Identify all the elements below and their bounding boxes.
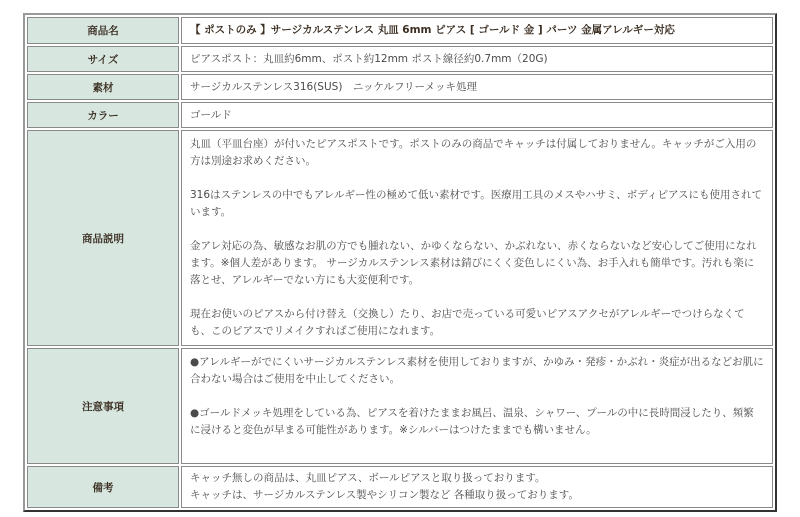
value-cautions — [181, 348, 773, 464]
label-description: 商品説明 — [27, 130, 179, 346]
label-remarks: 備考 — [27, 466, 179, 508]
remark-line: キャッチは、サージカルステンレス製やシリコン製など 各種取り扱っております。 — [190, 489, 579, 501]
remark-line: キャッチ無しの商品は、丸皿ピアス、ボールピアスと取り扱っております。 — [190, 472, 546, 484]
row-remarks — [27, 466, 773, 508]
value-remarks — [181, 466, 773, 508]
value-size: ピアスポスト：丸皿約6mm、ポスト約12mm ポスト線径約0.7mm（20G) — [181, 46, 773, 72]
value-description — [181, 130, 773, 346]
product-spec-table — [23, 13, 777, 512]
row-product-name — [27, 17, 773, 44]
description-paragraph: 丸皿（平皿台座）が付いたピアスポストです。ポストのみの商品でキャッチは付属しておりません。キャッチがご入用の方は別途お求めください。 — [190, 138, 757, 167]
caution-paragraph: ●アレルギーがでにくいサージカルステンレス素材を使用しておりますが、かゆみ・発疹・かぶれ・炎症が出るなどお肌に合わない場合はご使用を中止してください。 — [190, 356, 764, 385]
value-material: サージカルステンレス316(SUS) ニッケルフリーメッキ処理 — [181, 74, 773, 100]
value-color: ゴールド — [181, 102, 773, 128]
description-paragraph: 現在お使いのピアスから付け替え（交換し）たり、お店で売っている可愛いピアスアクセがアレルギーでつけらなくても、このピアスでリメイクすればご使用になれます。 — [190, 308, 745, 337]
row-description — [27, 130, 773, 346]
row-cautions — [27, 348, 773, 464]
value-product-name: 【 ポストのみ 】サージカルステンレス 丸皿 6mm ピアス [ ゴールド 金 ] パーツ 金属アレルギー対応 — [181, 17, 773, 44]
label-material: 素材 — [27, 74, 179, 100]
label-size: サイズ — [27, 46, 179, 72]
label-product-name: 商品名 — [27, 17, 179, 44]
row-size — [27, 46, 773, 72]
row-color — [27, 102, 773, 128]
label-cautions: 注意事項 — [27, 348, 179, 464]
label-color: カラー — [27, 102, 179, 128]
description-paragraph: 金アレ対応の為、敏感なお肌の方でも腫れない、かゆくならない、かぶれない、赤くならないなど安心してご使用になれます。※個人差があります。 サージカルステンレス素材は錆びにくく変色しにくい為、お手入れも簡単です。汚れも楽に落とせ、アレルギーでない方にも大変便利です。 — [190, 240, 757, 286]
caution-paragraph: ●ゴールドメッキ処理をしている為、ピアスを着けたままお風呂、温泉、シャワー、プールの中に長時間浸したり、頻繁に浸けると変色が早まる可能性があります。※シルバーはつけたままでも構いません。 — [190, 407, 754, 436]
row-material — [27, 74, 773, 100]
description-paragraph: 316はステンレスの中でもアレルギー性の極めて低い素材です。医療用工具のメスやハサミ、ボディピアスにも使用されています。 — [190, 189, 763, 218]
